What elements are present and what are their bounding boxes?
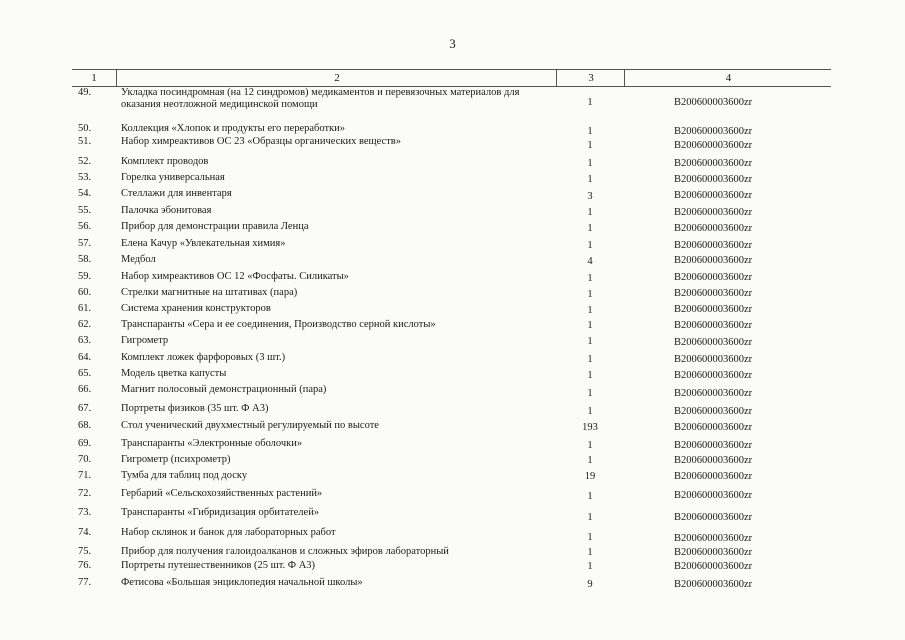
item-code: B200600003600zr [674, 97, 753, 108]
table-row [72, 188, 831, 205]
item-name: Укладка посиндромная (на 12 синдромов) медикаментов и перевязочных материалов для оказания неотложной медицинской помощи [121, 87, 520, 110]
row-number: 74. [78, 527, 92, 538]
table-row [72, 287, 831, 303]
item-name: Стол ученический двухместный регулируемый по высоте [121, 420, 379, 431]
table-row [72, 87, 831, 123]
item-quantity: 193 [582, 422, 598, 433]
item-name: Система хранения конструкторов [121, 303, 271, 314]
item-quantity: 1 [587, 305, 593, 316]
header-col-4: 4 [624, 70, 832, 86]
item-name: Транспаранты «Гибридизация орбитателей» [121, 507, 320, 518]
item-code: B200600003600zr [674, 455, 753, 466]
item-code: B200600003600zr [674, 406, 753, 417]
table-row [72, 205, 831, 221]
item-code: B200600003600zr [674, 174, 753, 185]
item-quantity: 1 [587, 532, 593, 543]
row-number: 56. [78, 221, 92, 232]
item-name: Стрелки магнитные на штативах (пара) [121, 287, 298, 298]
item-name: Прибор для получения галоидоалканов и сложных эфиров лабораторный [121, 546, 449, 557]
item-quantity: 1 [587, 207, 593, 218]
item-code: B200600003600zr [674, 158, 753, 169]
row-number: 62. [78, 319, 92, 330]
row-number: 77. [78, 577, 92, 588]
row-number: 70. [78, 454, 92, 465]
item-name: Стеллажи для инвентаря [121, 188, 232, 199]
item-quantity: 1 [587, 126, 593, 137]
item-code: B200600003600zr [674, 337, 753, 348]
item-name: Набор химреактивов ОС 12 «Фосфаты. Силикаты» [121, 271, 349, 282]
row-number: 68. [78, 420, 92, 431]
table-row [72, 172, 831, 188]
table-row [72, 238, 831, 254]
table-row [72, 319, 831, 335]
row-number: 49. [78, 87, 92, 98]
item-code: B200600003600zr [674, 370, 753, 381]
row-number: 65. [78, 368, 92, 379]
item-code: B200600003600zr [674, 223, 753, 234]
item-code: B200600003600zr [674, 533, 753, 544]
item-code: B200600003600zr [674, 471, 753, 482]
item-code: B200600003600zr [674, 255, 753, 266]
row-number: 50. [78, 123, 92, 134]
header-col-1: 1 [91, 72, 97, 84]
item-code: B200600003600zr [674, 579, 753, 590]
row-number: 52. [78, 156, 92, 167]
item-code: B200600003600zr [674, 320, 753, 331]
item-code: B200600003600zr [674, 272, 753, 283]
item-quantity: 1 [587, 547, 593, 558]
table-row [72, 368, 831, 384]
item-name: Портреты путешественников (25 шт. Ф А3) [121, 560, 316, 571]
item-code: B200600003600zr [674, 388, 753, 399]
header-col-2: 2 [116, 70, 557, 86]
item-quantity: 1 [587, 140, 593, 151]
row-number: 57. [78, 238, 92, 249]
item-quantity: 1 [587, 289, 593, 300]
item-code: B200600003600zr [674, 140, 753, 151]
item-quantity: 1 [587, 97, 593, 108]
row-number: 53. [78, 172, 92, 183]
table-row [72, 335, 831, 352]
table-row [72, 136, 831, 156]
item-quantity: 1 [587, 512, 593, 523]
item-code: B200600003600zr [674, 422, 753, 433]
item-name: Транспаранты «Сера и ее соединения, Производство серной кислоты» [121, 319, 436, 330]
item-quantity: 1 [587, 388, 593, 399]
item-code: B200600003600zr [674, 490, 753, 501]
item-name: Комплект ложек фарфоровых (3 шт.) [121, 352, 286, 363]
table-row [72, 527, 831, 546]
table-row [72, 384, 831, 403]
item-name: Комплект проводов [121, 156, 209, 167]
item-name: Горелка универсальная [121, 172, 225, 183]
row-number: 55. [78, 205, 92, 216]
item-name: Портреты физиков (35 шт. Ф А3) [121, 403, 269, 414]
table-row [72, 546, 831, 560]
item-quantity: 1 [587, 491, 593, 502]
item-quantity: 1 [587, 455, 593, 466]
item-code: B200600003600zr [674, 561, 753, 572]
item-name: Гербарий «Сельскохозяйственных растений» [121, 488, 323, 499]
item-code: B200600003600zr [674, 240, 753, 251]
item-quantity: 3 [587, 191, 593, 202]
row-number: 60. [78, 287, 92, 298]
item-name: Транспаранты «Электронные оболочки» [121, 438, 303, 449]
table-row [72, 271, 831, 287]
item-quantity: 1 [587, 354, 593, 365]
item-code: B200600003600zr [674, 512, 753, 523]
table-row [72, 303, 831, 319]
header-col-3: 3 [556, 70, 625, 86]
item-quantity: 1 [587, 320, 593, 331]
item-code: B200600003600zr [674, 126, 753, 137]
row-number: 75. [78, 546, 92, 557]
item-quantity: 9 [587, 579, 593, 590]
table-row [72, 254, 831, 271]
table-row [72, 507, 831, 527]
item-name: Гигрометр (психрометр) [121, 454, 231, 465]
item-name: Набор химреактивов ОС 23 «Образцы органических веществ» [121, 136, 401, 147]
item-name: Набор склянок и банок для лабораторных работ [121, 527, 336, 538]
table-row [72, 156, 831, 172]
table-row [72, 352, 831, 368]
row-number: 58. [78, 254, 92, 265]
item-code: B200600003600zr [674, 304, 753, 315]
item-quantity: 1 [587, 336, 593, 347]
item-code: B200600003600zr [674, 440, 753, 451]
item-name: Модель цветка капусты [121, 368, 227, 379]
item-name: Гигрометр [121, 335, 169, 346]
item-quantity: 1 [587, 240, 593, 251]
item-quantity: 19 [584, 471, 596, 482]
item-name: Коллекция «Хлопок и продукты его переработки» [121, 123, 346, 134]
item-quantity: 1 [587, 406, 593, 417]
item-name: Медбол [121, 254, 156, 265]
item-quantity: 1 [587, 174, 593, 185]
item-quantity: 1 [587, 158, 593, 169]
table-body [72, 87, 831, 593]
page-number: 3 [449, 36, 456, 51]
table-row [72, 560, 831, 577]
table-row [72, 438, 831, 454]
row-number: 54. [78, 188, 92, 199]
row-number: 61. [78, 303, 92, 314]
item-code: B200600003600zr [674, 547, 753, 558]
row-number: 67. [78, 403, 92, 414]
item-quantity: 1 [587, 561, 593, 572]
item-code: B200600003600zr [674, 288, 753, 299]
item-name: Магнит полосовый демонстрационный (пара) [121, 384, 327, 395]
item-code: B200600003600zr [674, 190, 753, 201]
row-number: 64. [78, 352, 92, 363]
item-quantity: 1 [587, 440, 593, 451]
table-row [72, 488, 831, 507]
table-row [72, 403, 831, 420]
row-number: 59. [78, 271, 92, 282]
row-number: 73. [78, 507, 92, 518]
item-name: Прибор для демонстрации правила Ленца [121, 221, 309, 232]
item-quantity: 1 [587, 223, 593, 234]
row-number: 71. [78, 470, 92, 481]
row-number: 69. [78, 438, 92, 449]
item-name: Палочка эбонитовая [121, 205, 212, 216]
table-row [72, 420, 831, 438]
item-quantity: 4 [587, 256, 593, 267]
table-row [72, 454, 831, 470]
item-code: B200600003600zr [674, 207, 753, 218]
item-name: Елена Качур «Увлекательная химия» [121, 238, 286, 249]
item-quantity: 1 [587, 273, 593, 284]
row-number: 63. [78, 335, 92, 346]
table-row [72, 470, 831, 488]
row-number: 72. [78, 488, 92, 499]
item-quantity: 1 [587, 370, 593, 381]
row-number: 66. [78, 384, 92, 395]
item-code: B200600003600zr [674, 354, 753, 365]
row-number: 76. [78, 560, 92, 571]
row-number: 51. [78, 136, 92, 147]
table-header [72, 69, 831, 87]
item-name: Фетисова «Большая энциклопедия начальной школы» [121, 577, 363, 588]
table-row [72, 221, 831, 238]
table-row [72, 577, 831, 593]
item-name: Тумба для таблиц под доску [121, 470, 248, 481]
